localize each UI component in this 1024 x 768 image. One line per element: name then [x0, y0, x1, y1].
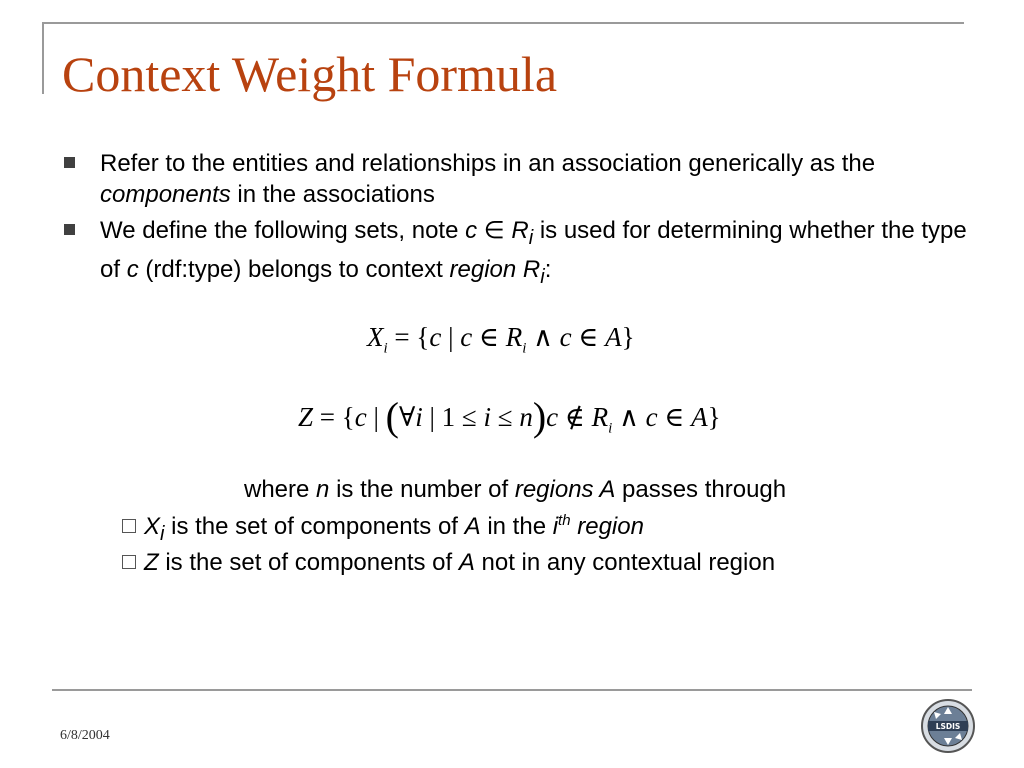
math-symbol: ∀ [398, 402, 416, 432]
math-var: X [144, 513, 161, 540]
sub-bullet-item [122, 549, 775, 577]
math-symbol: ∈ [472, 322, 506, 352]
sub-bullet-text: in the [480, 513, 553, 540]
footer-rule [52, 689, 972, 691]
math-var: R [505, 322, 523, 352]
where-emphasis: regions A [514, 476, 616, 503]
bullet-emphasis: region R [449, 255, 541, 283]
math-symbol: = { [387, 322, 430, 352]
math-symbol: ∈ [571, 322, 606, 352]
math-symbol: ≤ [491, 402, 520, 432]
sub-bullet-emphasis: region [570, 513, 644, 540]
math-sub: i [608, 420, 613, 437]
bullet-emphasis: components [100, 181, 231, 208]
bullet-text: We define the following sets, note [100, 217, 466, 244]
math-sup: th [558, 512, 571, 529]
math-symbol: ≤ [455, 402, 484, 432]
math-sub: i [528, 226, 534, 249]
math-var: i [552, 513, 559, 540]
math-var: Z [144, 549, 159, 576]
math-symbol: | [366, 402, 386, 432]
math-number: 1 [441, 402, 456, 432]
bullet-item [62, 215, 982, 293]
math-symbol: ∉ [558, 402, 592, 432]
math-symbol: ∈ [657, 402, 692, 432]
checkbox-bullet-icon [122, 555, 136, 569]
math-var: i [483, 402, 491, 432]
square-bullet-icon [64, 157, 75, 168]
math-var: R [591, 402, 609, 432]
math-sub: i [540, 265, 545, 288]
frame-left-rule [42, 22, 44, 94]
math-symbol: } [621, 322, 635, 352]
math-var: A [691, 402, 708, 432]
bullet-text: is used for determining whether the type of [100, 217, 967, 283]
lsdis-logo-icon [920, 698, 976, 754]
math-var: c [126, 255, 139, 283]
bullet-text: : [544, 255, 552, 283]
sub-bullet-text: is the set of components of [164, 513, 465, 540]
math-sub: i [522, 340, 527, 357]
bullet-list [62, 148, 982, 298]
math-sub: i [160, 522, 165, 545]
math-symbol: | [422, 402, 442, 432]
math-symbol: ∈ [477, 217, 512, 244]
math-var: c [465, 217, 478, 244]
math-symbol: } [707, 402, 721, 432]
formula-xi [367, 322, 635, 357]
frame-top-rule [42, 22, 964, 24]
bullet-text: Refer to the entities and relationships in an association generically as the [100, 150, 876, 177]
bullet-text: (rdf:type) belongs to context [138, 255, 450, 283]
slide-title: Context Weight Formula [62, 46, 558, 102]
where-text: is the number of [329, 476, 515, 503]
math-var: A [458, 549, 475, 576]
bullet-item [62, 148, 982, 210]
logo-text: LSDIS [935, 722, 961, 731]
sub-bullet-item [122, 512, 644, 546]
math-var: c [559, 322, 572, 352]
math-var: n [316, 476, 330, 503]
math-paren: ( [385, 394, 399, 439]
math-symbol: | [441, 322, 461, 352]
math-var: A [464, 513, 481, 540]
where-text: passes through [615, 476, 787, 503]
math-var: Z [298, 402, 314, 432]
footer-date: 6/8/2004 [60, 728, 110, 743]
math-symbol: ∧ [526, 322, 560, 352]
math-sub: i [383, 340, 388, 357]
math-var: c [645, 402, 658, 432]
math-symbol: = { [313, 402, 355, 432]
math-symbol: ∧ [612, 402, 646, 432]
where-line [244, 476, 786, 504]
checkbox-bullet-icon [122, 519, 136, 533]
math-var: R [511, 217, 529, 244]
sub-bullet-text: is the set of components of [158, 549, 459, 576]
math-paren: ) [532, 394, 547, 439]
math-var: c [460, 322, 473, 352]
math-var: n [519, 402, 533, 432]
formula-z [298, 393, 721, 440]
math-var: c [546, 402, 559, 432]
sub-bullet-text: not in any contextual region [474, 549, 776, 576]
bullet-text: in the associations [230, 181, 435, 208]
math-var: i [415, 402, 423, 432]
math-var: X [367, 322, 384, 352]
math-var: c [429, 322, 442, 352]
math-var: A [605, 322, 622, 352]
square-bullet-icon [64, 224, 75, 235]
math-var: c [354, 402, 367, 432]
where-text: where [244, 476, 317, 503]
